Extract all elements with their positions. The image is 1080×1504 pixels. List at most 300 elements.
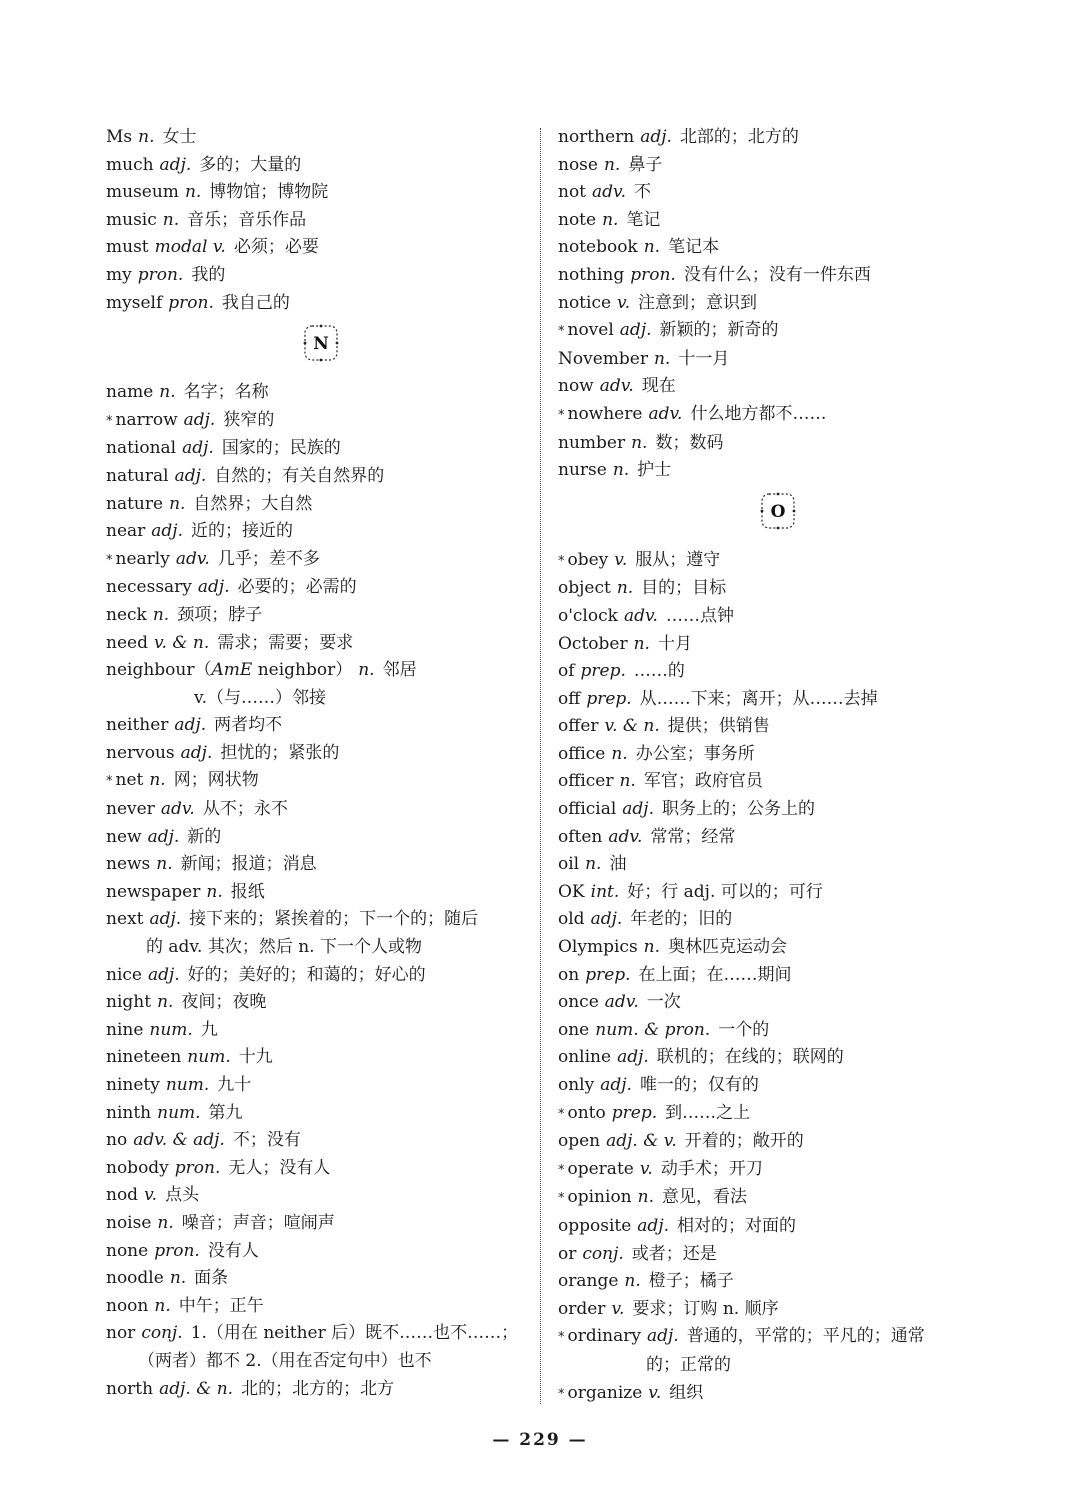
definition: 我自己的 xyxy=(221,292,290,313)
headword: myself xyxy=(106,292,163,313)
part-of-speech: adv. xyxy=(592,182,627,203)
dictionary-entry xyxy=(106,1210,536,1238)
dictionary-entry xyxy=(106,491,536,519)
dictionary-entry xyxy=(558,290,998,318)
part-of-speech: adj. xyxy=(197,577,230,598)
star-marker: * xyxy=(106,774,113,790)
headword: music xyxy=(106,209,157,230)
headword: name xyxy=(106,382,154,403)
part-of-speech: adj. xyxy=(637,1215,669,1236)
dictionary-entry xyxy=(106,1155,536,1183)
dictionary-entry xyxy=(106,602,536,630)
headword: never xyxy=(106,799,155,820)
definition: 我的 xyxy=(191,264,226,285)
part-of-speech: n. xyxy=(184,182,202,203)
part-of-speech: n. xyxy=(643,237,661,258)
headword: OK xyxy=(558,881,585,902)
dictionary-entry xyxy=(106,1182,536,1210)
definition: 女士 xyxy=(162,127,197,147)
star-marker: * xyxy=(558,1330,565,1346)
definition: 自然的；有关自然界的 xyxy=(214,465,385,486)
definition: 从……下来；离开；从……去掉 xyxy=(639,688,878,709)
headword: office xyxy=(558,743,606,764)
dictionary-entry xyxy=(106,546,536,575)
headword: nor xyxy=(106,1323,136,1344)
part-of-speech: adj. xyxy=(640,127,672,147)
dictionary-entry xyxy=(558,1268,998,1296)
definition: 狭窄的 xyxy=(223,409,275,430)
headword: none xyxy=(106,1240,149,1261)
entry-list xyxy=(106,712,536,934)
headword: object xyxy=(558,578,611,599)
headword: notebook xyxy=(558,237,638,258)
dictionary-entry xyxy=(558,686,998,714)
definition: 奥林匹克运动会 xyxy=(668,937,788,958)
section-marker-n xyxy=(106,321,536,365)
headword: ordinary xyxy=(567,1326,641,1347)
part-of-speech: num. xyxy=(165,1075,210,1095)
definition: 到……之上 xyxy=(665,1102,751,1123)
left-column xyxy=(106,124,536,1403)
headword: noise xyxy=(106,1212,152,1233)
definition: 橙子；橘子 xyxy=(648,1271,734,1292)
headword: not xyxy=(558,182,587,203)
part-of-speech: n. xyxy=(603,154,621,175)
part-of-speech: conj. xyxy=(141,1323,183,1344)
dictionary-entry xyxy=(558,179,998,207)
dictionary-entry xyxy=(106,1320,536,1348)
part-of-speech: n. xyxy=(162,209,180,230)
star-marker: * xyxy=(558,1162,565,1178)
headword: one xyxy=(558,1019,590,1040)
headword: my xyxy=(106,264,132,285)
dictionary-entry xyxy=(558,1100,998,1129)
definition: 意见，看法 xyxy=(661,1187,747,1208)
dictionary-entry xyxy=(558,1296,998,1324)
part-of-speech: adv. xyxy=(608,826,643,847)
part-of-speech: n. xyxy=(633,633,650,654)
dictionary-entry xyxy=(106,712,536,740)
definition: 笔记本 xyxy=(668,237,720,258)
part-of-speech: adj. xyxy=(622,799,654,820)
dictionary-entry xyxy=(558,851,998,879)
dictionary-entry xyxy=(106,962,536,990)
part-of-speech: n. xyxy=(169,1268,187,1289)
definition: 接下来的；紧挨着的；下一个的；随后 xyxy=(189,909,479,930)
definition: 网；网状物 xyxy=(173,770,259,791)
part-of-speech: num. & pron. xyxy=(595,1019,711,1040)
headword: nervous xyxy=(106,742,175,763)
headword: officer xyxy=(558,771,614,792)
definition: 笔记 xyxy=(626,209,661,230)
definition: 十月 xyxy=(657,633,692,654)
definition: 常常；经常 xyxy=(650,826,736,847)
definition: 什么地方都不…… xyxy=(690,403,827,424)
definition: 职务上的；公务上的 xyxy=(661,799,815,820)
part-of-speech: num. xyxy=(187,1047,231,1068)
headword: or xyxy=(558,1243,577,1264)
definition: 十一月 xyxy=(678,348,730,369)
headword: near xyxy=(106,521,146,542)
definition: 好的；美好的；和蔼的；好心的 xyxy=(187,964,426,985)
headword: onto xyxy=(567,1102,606,1123)
part-of-speech: adj. xyxy=(151,521,183,542)
definition: 九十 xyxy=(217,1075,252,1095)
definition: 报纸 xyxy=(230,881,265,902)
definition: 面条 xyxy=(194,1268,229,1289)
definition: 音乐；音乐作品 xyxy=(187,209,307,230)
entry-continuation: 的 adv. 其次；然后 n. 下一个人或物 xyxy=(146,937,422,958)
dictionary-entry: neighbour（AmE neighbor） n. 邻居 xyxy=(106,660,417,681)
section-badge-icon xyxy=(759,491,797,531)
definition: 新颖的；新奇的 xyxy=(659,320,779,341)
dictionary-entry xyxy=(106,851,536,879)
headword: nearly xyxy=(115,548,170,569)
part-of-speech: n. xyxy=(619,771,636,792)
definition: 国家的；民族的 xyxy=(221,438,341,459)
part-of-speech: v. xyxy=(617,292,631,313)
headword: novel xyxy=(567,320,614,341)
part-of-speech: conj. xyxy=(582,1243,624,1264)
headword: opposite xyxy=(558,1215,632,1236)
dictionary-entry xyxy=(106,1376,536,1404)
headword: north xyxy=(106,1378,154,1399)
dictionary-entry xyxy=(106,234,536,262)
definition: 几乎；差不多 xyxy=(217,548,320,569)
dictionary-entry xyxy=(558,989,998,1017)
definition: 多的；大量的 xyxy=(199,154,302,175)
part-of-speech: adj. xyxy=(147,826,180,847)
headword: ninety xyxy=(106,1075,160,1095)
headword: night xyxy=(106,992,152,1013)
dictionary-entry xyxy=(106,740,536,768)
definition: 名字；名称 xyxy=(183,382,269,403)
headword: noon xyxy=(106,1295,149,1316)
headword: operate xyxy=(567,1158,634,1179)
part-of-speech: prep. xyxy=(611,1102,658,1123)
dictionary-entry xyxy=(558,768,998,796)
headword: nobody xyxy=(106,1157,169,1178)
part-of-speech: n. xyxy=(643,937,661,958)
definition: ……点钟 xyxy=(665,605,734,626)
part-of-speech: n. xyxy=(612,460,630,481)
part-of-speech: adj. xyxy=(159,154,192,175)
definition: 一个的 xyxy=(718,1019,770,1040)
dictionary-entry xyxy=(558,124,998,152)
part-of-speech: v. xyxy=(144,1185,158,1206)
headword: nod xyxy=(106,1185,139,1206)
dictionary-entry xyxy=(106,407,536,436)
definition: 好；行 adj. 可以的；可行 xyxy=(627,881,823,902)
headword: nineteen xyxy=(106,1047,182,1068)
headword: October xyxy=(558,633,628,654)
dictionary-entry xyxy=(558,796,998,824)
dictionary-entry xyxy=(558,879,998,907)
headword: neck xyxy=(106,604,147,625)
dictionary-entry xyxy=(106,1238,536,1266)
definition: 没有人 xyxy=(207,1240,259,1261)
entry-continuation: （两者）都不 2.（用在否定句中）也不 xyxy=(138,1350,432,1371)
headword: narrow xyxy=(115,409,178,430)
headword: net xyxy=(115,770,144,791)
definition: 没有什么；没有一件东西 xyxy=(683,264,871,285)
headword: only xyxy=(558,1075,595,1095)
part-of-speech: adj. xyxy=(183,409,216,430)
definition: 必须；必要 xyxy=(233,237,319,258)
part-of-speech: adj. xyxy=(180,742,213,763)
star-marker: * xyxy=(558,407,565,423)
dictionary-entry xyxy=(558,401,998,430)
dictionary-entry xyxy=(106,1100,536,1128)
part-of-speech: num. xyxy=(157,1102,201,1123)
headword: offer xyxy=(558,716,599,737)
definition: 博物馆；博物院 xyxy=(209,182,329,203)
part-of-speech: pron. xyxy=(154,1240,200,1261)
part-of-speech: adj. & v. xyxy=(606,1131,677,1152)
part-of-speech: n. xyxy=(602,209,619,230)
definition: 油 xyxy=(609,854,627,875)
definition: 自然界；大自然 xyxy=(193,493,313,514)
definition: 军官；政府官员 xyxy=(643,771,763,792)
dictionary-entry xyxy=(106,179,536,207)
definition: 十九 xyxy=(238,1047,273,1068)
star-marker: * xyxy=(106,413,113,429)
part-of-speech: pron. xyxy=(174,1157,221,1178)
entry-continuation: v.（与……）邻接 xyxy=(194,687,326,708)
star-marker: * xyxy=(558,1191,565,1207)
headword: order xyxy=(558,1298,606,1319)
headword: Ms xyxy=(106,127,133,147)
headword: news xyxy=(106,854,151,875)
entry-list xyxy=(558,124,998,485)
definition: 两者均不 xyxy=(214,715,283,736)
headword: need xyxy=(106,632,148,653)
headword: often xyxy=(558,826,603,847)
definition: 唯一的；仅有的 xyxy=(639,1075,759,1095)
dictionary-entry xyxy=(106,989,536,1017)
headword: notice xyxy=(558,292,612,313)
part-of-speech: n. xyxy=(631,432,648,453)
dictionary-entry xyxy=(558,1156,998,1185)
dictionary-entry xyxy=(558,1213,998,1241)
part-of-speech: n. xyxy=(624,1271,641,1292)
star-marker: * xyxy=(558,553,565,569)
part-of-speech: v. xyxy=(648,1382,662,1403)
part-of-speech: n. xyxy=(206,881,223,902)
page-number: — 229 — xyxy=(492,1430,588,1450)
part-of-speech: v. xyxy=(614,549,628,570)
part-of-speech: n. xyxy=(616,578,634,599)
headword: no xyxy=(106,1130,128,1151)
headword: obey xyxy=(567,549,609,570)
entry-list xyxy=(558,1380,998,1409)
dictionary-entry xyxy=(558,234,998,262)
definition: 办公室；事务所 xyxy=(635,743,755,764)
part-of-speech: n. xyxy=(585,854,602,875)
dictionary-entry xyxy=(106,767,536,796)
headword: online xyxy=(558,1047,612,1068)
part-of-speech: n. xyxy=(637,1187,654,1208)
definition: 噪音；声音；喧闹声 xyxy=(181,1212,335,1233)
headword: new xyxy=(106,826,142,847)
dictionary-entry xyxy=(106,1017,536,1045)
part-of-speech: adv. xyxy=(623,605,658,626)
part-of-speech: adv. & adj. xyxy=(133,1130,225,1151)
part-of-speech: n. xyxy=(138,127,155,147)
definition: 相对的；对面的 xyxy=(677,1215,796,1236)
definition: 一次 xyxy=(646,992,681,1013)
definition: ……的 xyxy=(633,661,685,682)
definition: 从不；永不 xyxy=(202,799,288,820)
dictionary-entry xyxy=(558,741,998,769)
star-marker: * xyxy=(558,1106,565,1122)
dictionary-entry xyxy=(106,796,536,824)
dictionary-entry xyxy=(558,575,998,603)
headword: note xyxy=(558,209,597,230)
definition: 年老的；旧的 xyxy=(630,909,733,930)
dictionary-entry xyxy=(558,1241,998,1269)
definition: 或者；还是 xyxy=(631,1243,717,1264)
definition: 服从；遵守 xyxy=(635,549,721,570)
part-of-speech: adj. xyxy=(647,1326,679,1347)
part-of-speech: n. xyxy=(653,348,671,369)
headword: nowhere xyxy=(567,403,643,424)
definition: 普通的，平常的；平凡的；通常 xyxy=(686,1326,925,1347)
headword: now xyxy=(558,376,594,397)
dictionary-entry xyxy=(558,713,998,741)
part-of-speech: n. xyxy=(157,1212,174,1233)
dictionary-entry xyxy=(558,457,998,485)
part-of-speech: adj. xyxy=(174,465,207,486)
definition: 新的 xyxy=(187,826,222,847)
headword: once xyxy=(558,992,599,1013)
right-column xyxy=(558,124,998,1408)
entry-list xyxy=(106,962,536,1348)
part-of-speech: v. & n. xyxy=(153,632,210,653)
headword: November xyxy=(558,348,648,369)
definition: 中午；正午 xyxy=(178,1295,264,1316)
dictionary-entry xyxy=(558,430,998,458)
definition: 北部的；北方的 xyxy=(679,127,799,147)
section-letter: N xyxy=(313,334,329,355)
dictionary-entry xyxy=(558,962,998,990)
definition: 联机的；在线的；联网的 xyxy=(656,1047,844,1068)
part-of-speech: n. xyxy=(157,992,174,1013)
definition: 开着的；敞开的 xyxy=(684,1131,804,1152)
dictionary-entry xyxy=(106,290,536,318)
part-of-speech: adj. xyxy=(619,320,652,341)
star-marker: * xyxy=(106,552,113,568)
definition: 第九 xyxy=(208,1102,243,1123)
part-of-speech: pron. xyxy=(137,264,184,285)
dictionary-entry xyxy=(106,435,536,463)
headword: open xyxy=(558,1131,601,1152)
headword: noodle xyxy=(106,1268,164,1289)
part-of-speech: n. xyxy=(159,382,176,403)
section-letter: O xyxy=(770,501,786,522)
dictionary-entry xyxy=(106,879,536,907)
entry-list xyxy=(106,379,536,657)
part-of-speech: n. xyxy=(149,770,166,791)
headword: nine xyxy=(106,1019,144,1040)
definition: 北的；北方的；北方 xyxy=(241,1378,395,1399)
definition: 动手术；开刀 xyxy=(660,1158,763,1179)
headword: orange xyxy=(558,1271,619,1292)
part-of-speech: int. xyxy=(590,881,620,902)
headword: nice xyxy=(106,964,142,985)
definition: 担忧的；紧张的 xyxy=(220,742,340,763)
dictionary-entry xyxy=(558,824,998,852)
headword: nothing xyxy=(558,264,625,285)
headword: newspaper xyxy=(106,881,201,902)
part-of-speech: adj. xyxy=(174,715,207,736)
headword: Olympics xyxy=(558,937,638,958)
part-of-speech: pron. xyxy=(168,292,214,313)
headword: number xyxy=(558,432,626,453)
part-of-speech: v. xyxy=(611,1298,625,1319)
dictionary-entry xyxy=(106,630,536,658)
dictionary-entry xyxy=(558,262,998,290)
dictionary-entry xyxy=(558,547,998,576)
dictionary-entry xyxy=(558,1184,998,1213)
part-of-speech: num. xyxy=(149,1019,193,1040)
part-of-speech: adv. xyxy=(599,376,634,397)
entry-list xyxy=(106,124,536,317)
definition: 1.（用在 neither 后）既不……也不……； xyxy=(190,1323,519,1344)
part-of-speech: n. xyxy=(156,854,173,875)
entry-list xyxy=(558,547,998,1352)
part-of-speech: v. & n. xyxy=(604,716,660,737)
headword: neither xyxy=(106,715,169,736)
headword: national xyxy=(106,438,177,459)
headword: opinion xyxy=(567,1187,632,1208)
dictionary-entry xyxy=(558,906,998,934)
part-of-speech: n. xyxy=(169,493,186,514)
dictionary-entry xyxy=(106,262,536,290)
dictionary-entry xyxy=(106,1044,536,1072)
dictionary-entry xyxy=(558,658,998,686)
column-divider xyxy=(540,128,541,1404)
definition: 现在 xyxy=(641,376,676,397)
part-of-speech: adj. xyxy=(147,964,180,985)
dictionary-entry xyxy=(106,1293,536,1321)
headword: natural xyxy=(106,465,169,486)
dictionary-entry xyxy=(106,1072,536,1100)
headword: old xyxy=(558,909,585,930)
definition: 无人；没有人 xyxy=(228,1157,331,1178)
dictionary-entry xyxy=(558,631,998,659)
part-of-speech: adj. & n. xyxy=(159,1378,234,1399)
dictionary-entry xyxy=(106,1265,536,1293)
definition: 颈项；脖子 xyxy=(177,604,263,625)
dictionary-entry xyxy=(558,152,998,180)
part-of-speech: adj. xyxy=(590,909,623,930)
headword: organize xyxy=(567,1382,643,1403)
definition: 近的；接近的 xyxy=(190,521,293,542)
headword: northern xyxy=(558,127,635,147)
headword: o'clock xyxy=(558,605,618,626)
part-of-speech: n. xyxy=(152,604,170,625)
part-of-speech: adv. xyxy=(160,799,195,820)
dictionary-entry xyxy=(106,207,536,235)
part-of-speech: modal v. xyxy=(154,237,226,258)
section-badge-icon xyxy=(302,323,340,363)
part-of-speech: prep. xyxy=(585,964,631,985)
star-marker: * xyxy=(558,1386,565,1402)
headword: must xyxy=(106,237,149,258)
part-of-speech: adv. xyxy=(648,403,683,424)
definition: 注意到；意识到 xyxy=(638,292,758,313)
